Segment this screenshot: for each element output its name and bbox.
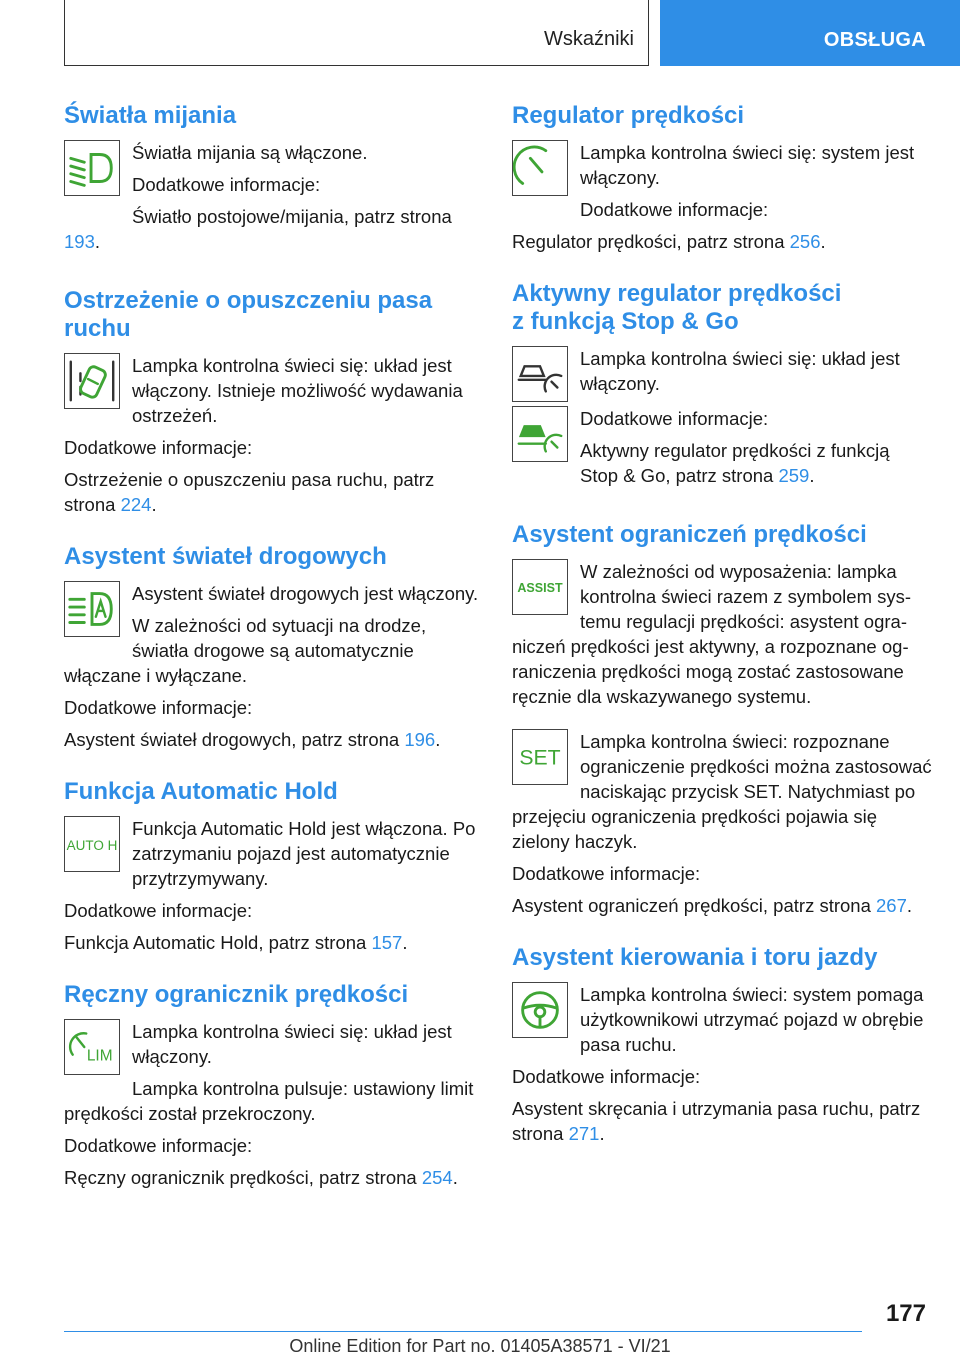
header-chapter-tab <box>660 0 960 66</box>
section-cruise-control <box>512 102 932 254</box>
page-link[interactable]: 193 <box>64 231 95 252</box>
reference-text: Ręczny ogranicznik prędkości, patrz strona <box>64 1167 422 1188</box>
header-chapter-label: OBSŁUGA <box>823 29 926 51</box>
header-section-box <box>64 0 649 66</box>
assist-icon <box>512 559 568 615</box>
punctuation: . <box>906 895 913 916</box>
paragraph: Lampka kontrolna świeci się: układ jest włączony. <box>580 348 900 394</box>
page-number: 177 <box>885 1300 926 1327</box>
section-lane-departure <box>64 287 484 517</box>
section-title-line2: z funkcją Stop & Go <box>512 308 739 335</box>
header-section-label: Wskaźniki <box>543 28 634 50</box>
reference-text: Asystent świateł drogowych, patrz strona <box>64 729 405 750</box>
paragraph: Dodatkowe informacje: <box>580 408 769 429</box>
steering-wheel-icon <box>512 982 568 1038</box>
reference <box>512 229 932 254</box>
section-title: Asystent ograniczeń prędkości <box>512 521 867 548</box>
paragraph: Dodatkowe informacje: <box>132 174 321 195</box>
reference <box>512 893 932 918</box>
auto-hold-icon-text: AUTO H <box>66 837 118 853</box>
reference <box>64 727 484 752</box>
paragraph: Lampka kontrolna świeci: system pomaga użytkownikowi utrzymać pojazd w obrębie pasa ruchu. <box>580 984 924 1055</box>
page-link[interactable]: 256 <box>789 231 821 252</box>
section-auto-hold <box>64 778 484 955</box>
punctuation: . <box>151 494 157 515</box>
paragraph: W zależności od wyposażenia: lampka kontrolna świeci razem z symbolem systemu regulacji prędkości: asystent ograniczeń prędkości jest aktywny, a rozpoznane ograniczenia prędkości mogą zostać zastosowane ręcznie dla wskazywanego systemu. <box>512 561 912 707</box>
paragraph: Lampka kontrolna pulsuje: ustawiony limit prędkości został przekroczony. <box>64 1078 474 1124</box>
reference-text: Asystent skręcania i utrzymania pasa ruchu, patrz strona <box>512 1098 921 1144</box>
punctuation: . <box>599 1123 605 1144</box>
reference-text: Ostrzeżenie o opuszczeniu pasa ruchu, patrz strona <box>64 469 435 515</box>
page-link[interactable]: 224 <box>120 494 152 515</box>
punctuation: . <box>402 932 408 953</box>
reference <box>64 1165 484 1190</box>
section-title: Regulator prędkości <box>512 102 745 129</box>
paragraph: Dodatkowe informacje: <box>64 697 253 718</box>
left-column <box>64 94 484 1216</box>
reference <box>64 467 484 517</box>
page-link[interactable]: 267 <box>876 895 907 916</box>
paragraph: Lampka kontrolna świeci się: system jest włączony. <box>580 142 915 188</box>
paragraph: Światła mijania są włączone. <box>132 142 368 163</box>
punctuation: . <box>452 1167 458 1188</box>
page-link[interactable]: 271 <box>568 1123 600 1144</box>
section-title: Asystent kierowania i toru jazdy <box>512 944 878 971</box>
reference-text: Funkcja Automatic Hold, patrz strona <box>64 932 372 953</box>
acc-icon <box>512 346 568 402</box>
reference <box>512 438 932 488</box>
punctuation: . <box>820 231 826 252</box>
paragraph: Funkcja Automatic Hold jest włączona. Po zatrzymaniu pojazd jest automatycznie przytrzymywany. <box>132 818 476 889</box>
paragraph: Lampka kontrolna świeci się: układ jest włączony. Istnieje możliwość wydawania ostrzeżeń. <box>132 355 463 426</box>
cruise-control-icon <box>512 140 568 196</box>
paragraph: Dodatkowe informacje: <box>512 1066 701 1087</box>
right-column <box>512 94 932 1172</box>
paragraph: Dodatkowe informacje: <box>512 863 701 884</box>
paragraph: Lampka kontrolna świeci: rozpoznane ograniczenie prędkości można zastosować naciskając przycisk SET. Natychmiast po przejęciu ograniczenia prędkości pojawia się zielony haczyk. <box>512 731 932 852</box>
punctuation: . <box>809 465 815 486</box>
auto-hold-icon <box>64 816 120 872</box>
section-steering-assist <box>512 944 932 1146</box>
lane-departure-icon <box>64 353 120 409</box>
punctuation: . <box>435 729 441 750</box>
section-title: Światła mijania <box>64 102 237 129</box>
speed-limiter-icon <box>64 1019 120 1075</box>
acc-car-icon <box>512 406 568 462</box>
set-icon-text: SET <box>519 746 561 770</box>
reference <box>512 1096 932 1146</box>
section-speed-limit-assist <box>512 521 932 918</box>
section-title <box>512 280 932 336</box>
page-link[interactable]: 157 <box>371 932 403 953</box>
section-title-line1: Aktywny regulator prędkości <box>512 280 842 307</box>
reference-text: Regulator prędkości, patrz strona <box>512 231 790 252</box>
paragraph: Lampka kontrolna świeci się: układ jest włączony. <box>132 1021 452 1067</box>
paragraph: W zależności od sytuacji na drodze, światła drogowe są automatycznie włączane i wyłączane. <box>64 615 427 686</box>
page-link[interactable]: 259 <box>778 465 810 486</box>
section-title: Ostrzeżenie o opuszczeniu pasa ruchu <box>64 287 433 342</box>
section-speed-limiter <box>64 981 484 1190</box>
paragraph: Dodatkowe informacje: <box>64 900 253 921</box>
high-beam-assist-icon <box>64 581 120 637</box>
paragraph: Dodatkowe informacje: <box>64 437 253 458</box>
reference <box>64 204 484 254</box>
paragraph: Asystent świateł drogowych jest włączony. <box>132 583 479 604</box>
set-icon <box>512 729 568 785</box>
section-low-beam <box>64 102 484 261</box>
page-link[interactable]: 196 <box>404 729 436 750</box>
section-title: Asystent świateł drogowych <box>64 543 387 570</box>
page-link[interactable]: 254 <box>421 1167 453 1188</box>
paragraph: Dodatkowe informacje: <box>64 1135 253 1156</box>
reference-text: Aktywny regulator prędkości z funkcją Stop & Go, patrz strona <box>580 440 890 486</box>
reference-text: Światło postojowe/mijania, patrz strona <box>132 206 452 227</box>
section-high-beam-assist <box>64 543 484 752</box>
section-active-cruise-control <box>512 280 932 495</box>
assist-icon-text: ASSIST <box>517 580 563 595</box>
reference <box>64 930 484 955</box>
section-title: Ręczny ogranicznik prędkości <box>64 981 409 1008</box>
low-beam-icon <box>64 140 120 196</box>
footer-divider <box>64 1331 862 1332</box>
paragraph: Dodatkowe informacje: <box>580 199 769 220</box>
punctuation: . <box>94 231 101 252</box>
footer-edition: Online Edition for Part no. 01405A38571 - VI/21 <box>289 1336 671 1356</box>
reference-text: Asystent ograniczeń prędkości, patrz strona <box>512 895 877 916</box>
section-title: Funkcja Automatic Hold <box>64 778 338 805</box>
speed-limiter-icon-text: LIM <box>86 1047 113 1065</box>
